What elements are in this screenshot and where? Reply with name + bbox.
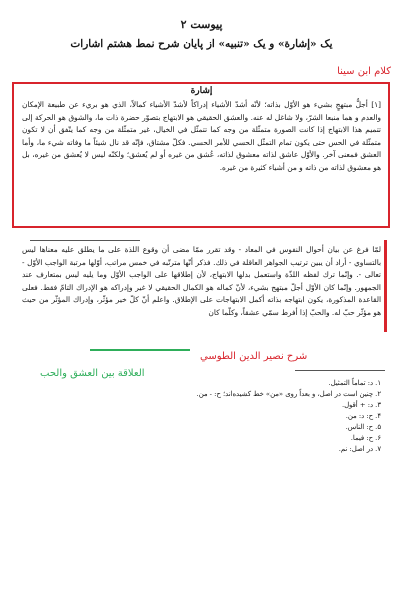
footnote: ۲. چنین است در اصل، و بعداً روی «من» خط کشیده‌اند؛ ح: - من. bbox=[196, 390, 381, 398]
footnotes bbox=[197, 378, 381, 455]
footnote: ۷. در اصل: نم. bbox=[338, 445, 381, 453]
footnote: ۶. ح: فيما. bbox=[350, 434, 381, 442]
footnote: ۴. ح: د: من. bbox=[345, 412, 381, 420]
love-underline bbox=[90, 349, 190, 351]
commentary-text: لمّا فرغ عن بيان أحوال النفوس في المعاد - وقد تقرر ممّا مضى أن وقوع اللذة على ما يطلق عليه معناها ليس بالتساوي - أراد أن يبين ترتيب الجواهر العاقلة في ذلك. فذكر أنّها مترتّبه في خمس مراتب، أوّلها مرتبة الواجب الأوّل - تعالى -. وإنّما ترك لفظه اللذّة واستعمل بدلها الابتهاج، لأن إطلاقها على الواجب الأوّل وما يليه ليس بمتعارف عند الجمهور. وإنّما كان الأوّل أجلّ مبتهج بشيء، لأنّ كماله هو الكمال الحقيقي لا غير وإدراكه هو الإدراك التامّ فقط. فعلى القاعدة المذكورة، يكون ابتهاجه بذاته أكمل الابتهاجات على الإطلاق. واعلم أنّ كلّ خير مؤثّر، وإدراك المؤثّر من حيث هو مؤثّر حبّ له. والحبّ إذا أفرط سمّي عشقاً، وكلّما كان bbox=[22, 245, 381, 317]
quote-text: [۱] أجلُّ مبتهجٍ بشيء هو الأوّل بذاته؛ لأنّه أشدّ الأشياء إدراكاً لأشدّ الأشياء كمالاً، الذي هو بريء عن طبيعة الإمكان والعدم و هما منبعا الشرّ، ولا شاغل له عنه. والعشق الحقیقي هو الابتهاج بتصوّر حضرة ذات ما، والشوق هو الحركة إلى تتميم هذا الابتهاج إذا كانت الصورة متمثّلة من وجه كما تتمثّل في الخيال، غير متمثّلة من وجه كما يتّفق أن لا تكون متمثّلة في الحس حتى يكون تمام التمثّل الحسي للأمر الحسي. فكلّ مشتاق، فإنّه قد نال شيئاً ما وفاته شيء ما، وأما العشق فمعنى آخر. والأوّل عاشق لذاته معشوق لذاته، عُشق من غيره أو لم يُعشق؛ ولكنّه ليس لا يُعشق من غيره، بل هو معشوق لذاته من ذاته و من أشياء كثيرة من غيره. bbox=[22, 100, 381, 172]
footnote: ۵. ح: الناس. bbox=[345, 423, 381, 431]
annotation-ibn-sina: کلام ابن سینا bbox=[337, 66, 391, 77]
footnote: ۱. د: تماماً التمثيل. bbox=[328, 379, 381, 387]
page-subtitle: یک «إشارة» و یک «تنبیه» از پایان شرح نمط هشتم اشارات bbox=[70, 38, 333, 50]
annotation-love-relation: العلاقة بین العشق والحب bbox=[40, 368, 145, 379]
quote-title: إشارة bbox=[190, 86, 213, 96]
separator-line bbox=[30, 240, 140, 241]
annotation-tusi: شرح نصیر الدین الطوسي bbox=[200, 351, 308, 362]
appendix-title: پیوست ۲ bbox=[180, 18, 223, 31]
footnote: ۳. د: + أقول. bbox=[341, 401, 381, 409]
footnote-separator bbox=[295, 370, 385, 371]
commentary-marker-bar bbox=[384, 240, 387, 332]
